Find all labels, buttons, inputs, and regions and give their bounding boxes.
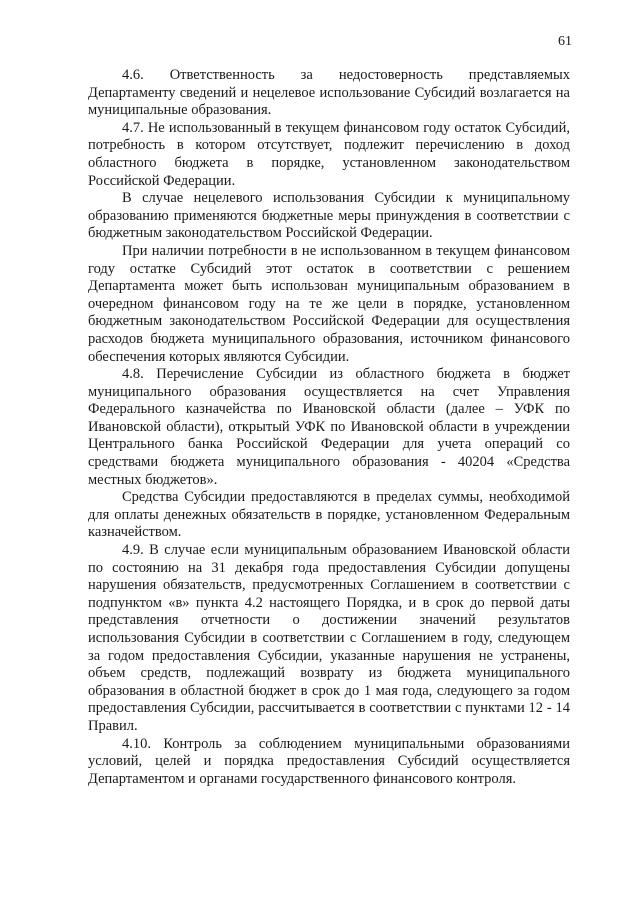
paragraph-subsidy-funds: Средства Субсидии предоставляются в пределах суммы, необходимой для оплаты денежных обязательств в порядке, установленном Федеральным казначейством.	[88, 489, 570, 541]
paragraph-4-10: 4.10. Контроль за соблюдением муниципальными образованиями условий, целей и порядка предоставления Субсидий осуществляется Департаментом и органами государственного финансового контроля.	[88, 735, 570, 787]
page-number: 61	[558, 34, 572, 49]
paragraph-4-9: 4.9. В случае если муниципальным образованием Ивановской области по состоянию на 31 декабря года предоставления Субсидии допущены нарушения обязательств, предусмотренных Соглашением в соответствии с подпунктом «в» пункта 4.2 настоящего Порядка, и в срок до первой даты представления отчетности о достижении значений результатов использования Субсидии в соответствии с Соглашением в году, следующем за годом предоставления Субсидии, указанные нарушения не устранены, объем средств, подлежащий возврату из бюджета муниципального образования в областной бюджет в срок до 1 мая года, следующего за годом предоставления Субсидии, рассчитывается в соответствии с пунктами 12 - 14 Правил.	[88, 542, 570, 734]
document-body	[88, 67, 570, 788]
paragraph-4-6: 4.6. Ответственность за недостоверность представляемых Департаменту сведений и нецелевое использование Субсидий возлагается на муниципальные образования.	[88, 67, 570, 119]
paragraph-remaining-balance: При наличии потребности в не использованном в текущем финансовом году остатке Субсидий этот остаток в соответствии с решением Департамента может быть использован муниципальным образованием в очередном финансовом году на те же цели в порядке, установленном бюджетным законодательством Российской Федерации для осуществления расходов бюджета муниципального образования, источником финансового обеспечения которых являются Субсидии.	[88, 242, 570, 365]
paragraph-misuse-measures: В случае нецелевого использования Субсидии к муниципальному образованию применяются бюджетные меры принуждения в соответствии с бюджетным законодательством Российской Федерации.	[88, 190, 570, 242]
paragraph-4-8: 4.8. Перечисление Субсидии из областного бюджета в бюджет муниципального образования осуществляется на счет Управления Федерального казначейства по Ивановской области (далее – УФК по Ивановской области), открытый УФК по Ивановской области в учреждении Центрального банка Российской Федерации для учета операций со средствами бюджета муниципального образования - 40204 «Средства местных бюджетов».	[88, 366, 570, 488]
paragraph-4-7: 4.7. Не использованный в текущем финансовом году остаток Субсидий, потребность в котором отсутствует, подлежит перечислению в доход областного бюджета в порядке, установленном законодательством Российской Федерации.	[88, 119, 570, 189]
